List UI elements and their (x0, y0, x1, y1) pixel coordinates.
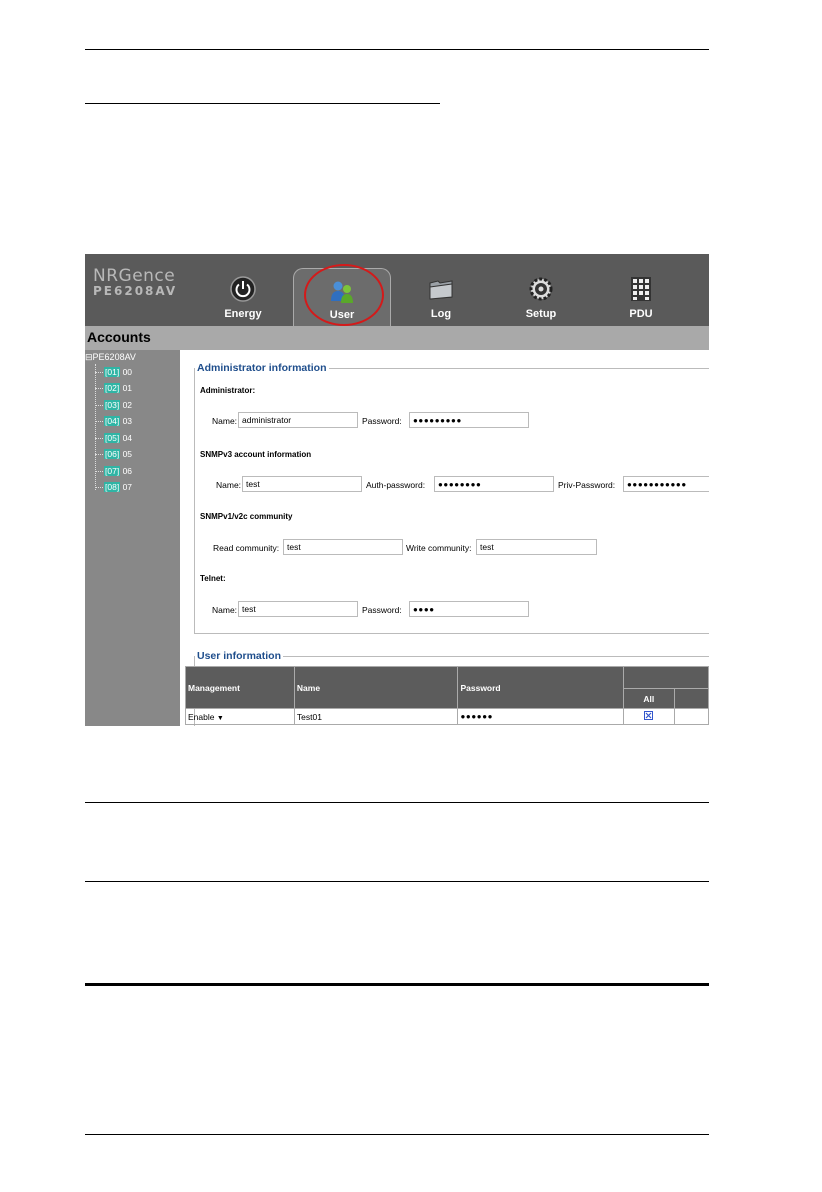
user-name-cell[interactable]: Test01 (294, 709, 458, 725)
snmpv3-priv-label: Priv-Password: (558, 480, 616, 490)
tree-item[interactable] (95, 449, 132, 461)
admin-info-fieldset (194, 362, 709, 634)
top-bar (85, 254, 709, 326)
power-icon (230, 276, 256, 302)
snmpv3-name-label: Name: (216, 480, 242, 490)
read-community-input[interactable]: test (283, 539, 403, 555)
gear-icon (528, 276, 554, 302)
folder-icon (428, 276, 454, 302)
nav-setup[interactable] (493, 254, 589, 326)
write-community-label: Write community: (406, 543, 472, 553)
admin-name-input[interactable]: administrator (238, 412, 358, 428)
main-content (180, 350, 709, 726)
nav-user-label: User (329, 309, 355, 321)
snmpv3-priv-input[interactable]: ●●●●●●●●●●● (623, 476, 709, 492)
tree-item-name: 07 (122, 482, 133, 492)
chevron-down-icon: ▼ (216, 714, 224, 722)
tree-item-code: [05] (105, 433, 120, 443)
page-title: Accounts (87, 329, 151, 345)
tree-item[interactable] (95, 482, 132, 494)
logo (93, 266, 177, 298)
admin-password-input[interactable]: ●●●●●●●●● (409, 412, 529, 428)
telnet-heading: Telnet: (200, 574, 226, 583)
telnet-password-label: Password: (362, 605, 402, 615)
nav-log[interactable] (393, 254, 489, 326)
tree-item-name: 06 (122, 466, 133, 476)
admin-password-label: Password: (362, 416, 402, 426)
nav-pdu[interactable] (593, 254, 689, 326)
note-top-rule (85, 802, 709, 803)
tree-item-name: 04 (122, 433, 133, 443)
tree-item-name: 01 (122, 383, 133, 393)
screenshot (85, 254, 709, 726)
section-underline (85, 103, 440, 104)
telnet-name-label: Name: (212, 605, 238, 615)
tree-item[interactable] (95, 416, 132, 428)
header-password: Password (458, 667, 623, 709)
tree-item-code: [03] (105, 400, 120, 410)
all-checkbox-cell (623, 709, 675, 725)
tree-item[interactable] (95, 433, 132, 445)
tree-item-code: [08] (105, 482, 120, 492)
header-management: Management (186, 667, 295, 709)
footer-rule (85, 1134, 709, 1135)
tree-item-code: [01] (105, 367, 120, 377)
extra-cell (675, 709, 709, 725)
snmpv3-auth-label: Auth-password: (366, 480, 426, 490)
user-tab-highlight (304, 264, 384, 326)
tree-item-code: [07] (105, 466, 120, 476)
tree-item-code: [02] (105, 383, 120, 393)
checkbox-icon[interactable] (644, 711, 653, 720)
top-rule (85, 49, 709, 50)
snmpv3-auth-input[interactable]: ●●●●●●●● (434, 476, 554, 492)
write-community-input[interactable]: test (476, 539, 597, 555)
snmpv3-name-input[interactable]: test (242, 476, 362, 492)
tree-root[interactable]: ⊟PE6208AV (85, 352, 136, 362)
tree-item-code: [06] (105, 449, 120, 459)
note-bottom-rule (85, 881, 709, 882)
header-name: Name (294, 667, 458, 709)
management-select[interactable] (186, 709, 295, 725)
tree-item[interactable] (95, 367, 132, 379)
model-name: PE6208AV (93, 284, 178, 298)
user-info-legend: User information (197, 650, 282, 662)
administrator-heading: Administrator: (200, 386, 256, 395)
telnet-name-input[interactable]: test (238, 601, 358, 617)
read-community-label: Read community: (213, 543, 280, 553)
admin-name-label: Name: (212, 416, 238, 426)
tree-item-name: 05 (122, 449, 133, 459)
header-extra (675, 689, 709, 709)
nav-pdu-label: PDU (629, 308, 653, 320)
management-value: Enable (188, 711, 215, 722)
user-password-cell[interactable]: ●●●●●● (458, 709, 623, 725)
admin-info-legend: Administrator information (197, 362, 327, 374)
pdu-icon (628, 276, 654, 302)
section-end-rule (85, 983, 709, 986)
table-row (186, 709, 709, 725)
nav-setup-label: Setup (525, 308, 557, 320)
tree-item[interactable] (95, 383, 132, 395)
brand-name: NRGence (93, 266, 176, 286)
header-permissions (623, 667, 708, 689)
header-all: All (623, 689, 675, 709)
tree-item[interactable] (95, 466, 132, 478)
tree-root-label: PE6208AV (92, 352, 136, 362)
nav-log-label: Log (430, 308, 452, 320)
tree-item-name: 03 (122, 416, 133, 426)
snmpv3-heading: SNMPv3 account information (200, 450, 312, 459)
snmpv1-heading: SNMPv1/v2c community (200, 512, 293, 521)
tree-item-name: 02 (122, 400, 133, 410)
device-tree (85, 350, 180, 726)
title-bar (85, 326, 709, 350)
tree-item-name: 00 (122, 367, 133, 377)
nav-energy[interactable] (195, 254, 291, 326)
tree-item-code: [04] (105, 416, 120, 426)
nav-energy-label: Energy (224, 308, 262, 320)
user-table (185, 666, 709, 725)
tree-item[interactable] (95, 400, 132, 412)
telnet-password-input[interactable]: ●●●● (409, 601, 529, 617)
